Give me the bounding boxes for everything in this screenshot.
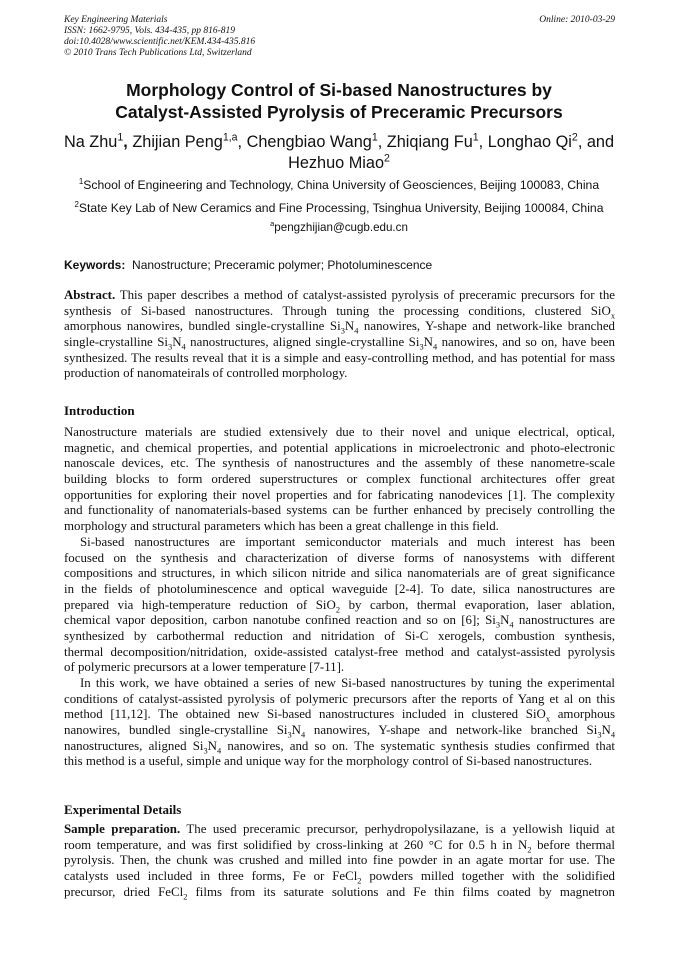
text-line: chemical vapor deposition, carbon nanotube confined reaction and so on [6]; $Si_3N_4$ nanostructures are [64,613,615,630]
text-line: synthesized. The results reveal that it is a simple and easy-controlling method, and has potential for mass [64,350,615,365]
author-name: Zhiqiang Fu [386,133,473,151]
author-sup: 1 [371,131,378,144]
text-line: opportunities for exploring their novel properties and for fabricating nanodevices [1]. The complexity [64,487,615,502]
affiliation-sup: 1 [78,176,84,186]
affiliation-text: School of Engineering and Technology, China University of Geosciences, Beijing 100083, China [83,178,600,192]
text-line: nanowires, bundled single-crystalline $Si_3N_4$ nanowires, Y-shape and network-like branched $Si_3N_4$ [64,723,615,740]
text-line: this method is a useful, simple and unique way for the morphology control of Si-based nanostructures. [64,754,593,769]
abstract [64,288,615,382]
text-line: and functionality of nanomaterials-based systems can be further enhanced by precisely controlling the [64,503,615,518]
text-line: in the fields of photoluminescence and optical waveguide [2-4]. To date, silica nanostructures are [64,581,615,596]
text-line: prepared via high-temperature reduction of SiO$_2$ by carbon, thermal evaporation, laser ablation, [64,597,616,615]
text-line: conditions of catalyst-assisted pyrolysis of polymeric precursors after the reports of Yang et al on this [64,691,615,706]
text-line: morphology and structural parameters which has been a great challenge in this field. [64,519,499,534]
text-line: focused on the synthesis and characterization of diverse forms of nanosystems with different [64,550,615,565]
text-line: compositions and structures, in which silicon nitride and silica nanomaterials are of great significance [64,566,615,581]
section-heading-introduction: Introduction [64,403,135,418]
text-line: pyrolysis. Then, the chunk was crushed and milled into fine powder in an agate mortar for use. The [64,853,615,868]
experimental-body [64,822,615,900]
author-line-1: Na Zhu$^1$, Zhijian Peng$^{1,a}$, Chengbiao Wang$^1$, Zhiqiang Fu$^1$, Longhao Qi$^2$, and [63,131,615,151]
email-sup: a [270,219,275,229]
affiliation-text: State Key Lab of New Ceramics and Fine Processing, Tsinghua University, Beijing 100084, China [78,201,604,215]
text-line: synthesized by carbothermal reduction and nitridation of Si-C xerogels, combustion synthesis, [64,628,615,643]
keywords-text: Nanostructure; Preceramic polymer; Photoluminescence [132,258,433,272]
text-line: room temperature, and was first solidified by cross-linking at 260 °C for 0.5 h in $N_2$ before thermal [64,837,615,855]
affiliation-sup: 2 [74,199,79,209]
author-name: Longhao Qi [487,133,572,151]
text-line: single-crystalline $Si_3N_4$ nanostructures, aligned single-crystalline $Si_3N_4$ nanowires, and so on, have been [64,335,615,352]
affiliation-2 [40,201,638,215]
sample-preparation-label: Sample preparation. [64,822,181,836]
keywords-label: Keywords: [64,258,126,272]
text-line: Si-based nanostructures are important semiconductor materials and much interest has been [80,534,615,549]
author-line-2 [40,153,638,174]
text-line: synthesis of Si-based nanostructures. Through tuning the processing conditions, clustered SiO$_x$ [64,303,615,321]
author-sup: 1 [472,131,479,144]
text-line: method [11,12]. The obtained new Si-based nanostructures included in clustered SiO$_x$ amorphous [64,707,615,724]
author-list [40,132,638,174]
paper-title [40,79,638,123]
email-text[interactable]: pengzhijian@cugb.edu.cn [274,221,408,234]
section-heading-experimental: Experimental Details [64,802,182,817]
journal-name: Key Engineering Materials [64,15,168,25]
text-line: precursor, dried FeCl$_2$ films from its saturate solutions and Fe thin films coated by magnetron [64,884,615,902]
author-name: Na Zhu [63,133,118,151]
journal-header [64,15,615,59]
title-line-1: Morphology Control of Si-based Nanostructures by [126,80,552,100]
introduction-body [64,425,615,770]
copyright-line: © 2010 Trans Tech Publications Ltd, Switzerland [64,48,252,58]
abstract-label: Abstract. [64,288,116,302]
text-line: production of nanomateirals of controlled morphology. [64,366,348,381]
title-line-2: Catalyst-Assisted Pyrolysis of Preceramic Precursors [115,102,563,122]
author-name: Chengbiao Wang [246,133,372,151]
text-line: of polymeric precursors at a lower temperature [7-11]. [64,660,345,675]
text-line: Sample preparation. The used preceramic precursor, perhydropolysilazane, is a yellowish liquid at [64,822,615,836]
text-line: magnetic, and chemical properties, and potential applications in microelectronic and photo-electronic [64,440,615,455]
text-line: nanostructures, aligned $Si_3N_4$ nanowires, and so on. The systematic synthesis studies confirmed that [64,738,615,756]
text-line: thermal decomposition/nitridation, oxide-assisted catalyst-free method and catalyst-assisted pyrolysis [64,644,615,659]
author-sup: 1 [117,131,124,144]
text-line: nanoscale devices, etc. The synthesis of nanostructures and the assembly of these nanometre-scale [64,456,615,471]
affiliation-1 [40,178,638,192]
keywords [64,258,432,273]
text-line: amorphous nanowires, bundled single-crystalline $Si_3N_4$ nanowires, Y-shape and network-like branched [64,319,616,336]
text-line: Nanostructure materials are studied extensively due to their novel and unique electrical, optical, [64,425,615,439]
text-line: building blocks to form ordered superstructures or complex functional architectures offer great [64,472,615,487]
author-sup: 2 [384,152,390,165]
online-date: Online: 2010-03-29 [539,15,615,25]
author-name: Hezhuo Miao [288,154,385,172]
corresponding-email[interactable] [40,221,638,235]
author-name: Zhijian Peng [132,133,223,151]
text-line: catalysts used included in three forms, Fe or FeCl$_2$ powders milled together with the solidified [64,869,615,886]
issn-line: ISSN: 1662-9795, Vols. 434-435, pp 816-819 [64,26,235,36]
text-line: In this work, we have obtained a series of new Si-based nanostructures by tuning the experimental [80,676,615,690]
author-sup: 1,a [222,131,238,144]
doi-line: doi:10.4028/www.scientific.net/KEM.434-435.816 [64,37,256,47]
text-line: Abstract. This paper describes a method of catalyst-assisted pyrolysis of preceramic precursors for the [64,288,615,302]
author-sup: 2 [571,131,578,144]
